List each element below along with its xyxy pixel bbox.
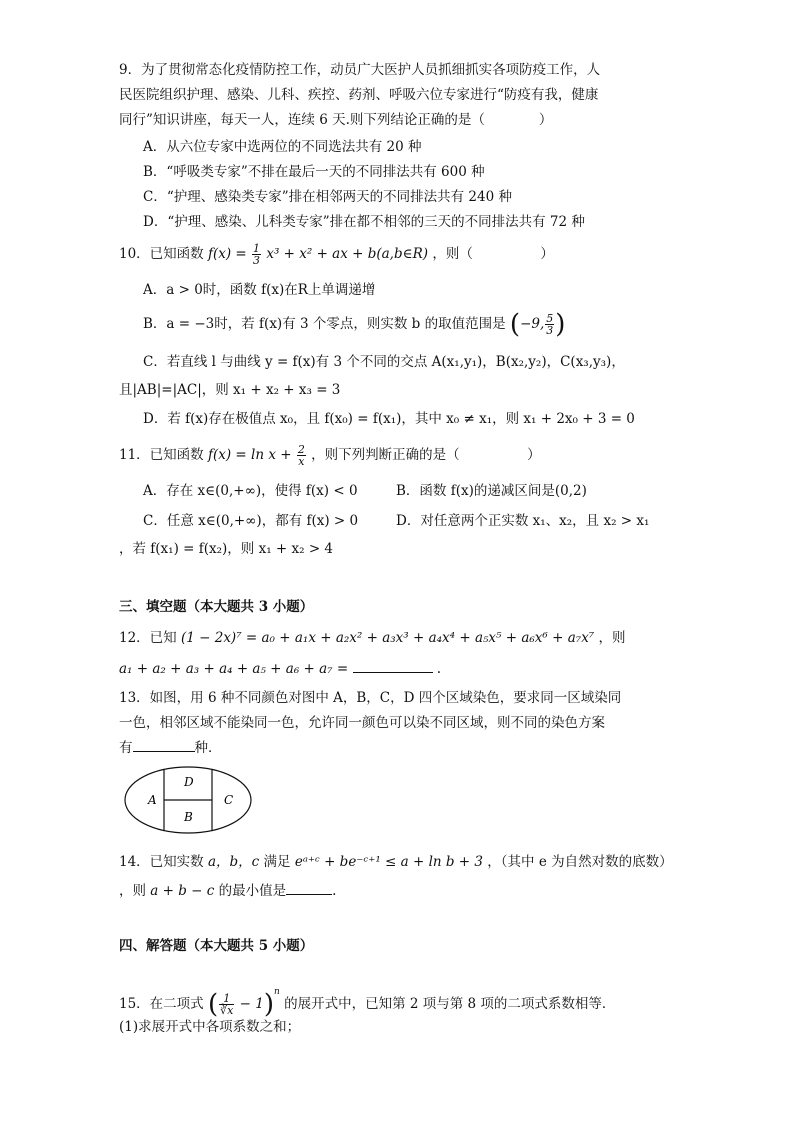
q11-stem	[119, 444, 541, 467]
interval-open-paren: (	[509, 309, 521, 340]
q10-suffix: ，则（ ）	[432, 246, 554, 262]
region-a-label: A	[148, 793, 157, 807]
q11-suffix: ，则下列判断正确的是（ ）	[311, 447, 541, 463]
q10-func: f(x) =	[207, 246, 252, 262]
region-b-label: B	[184, 810, 193, 824]
section-3-heading: 三、填空题（本大题共 3 小题）	[119, 599, 314, 615]
q10-option-b-text: B．a = −3时，若 f(x)有 3 个零点，则实数 b 的取值范围是	[143, 316, 506, 332]
q12-sum: a₁ + a₂ + a₃ + a₄ + a₅ + a₆ + a₇ =	[119, 661, 349, 677]
q14-answer-blank[interactable]	[286, 880, 332, 895]
q11-option-d-line2: ，若 f(x₁) = f(x₂)，则 x₁ + x₂ > 4	[119, 541, 334, 557]
q13-line1: 13．如图，用 6 种不同颜色对图中 A，B，C，D 四个区域染色，要求同一区域染同	[119, 690, 622, 706]
q10-func-rest: x³ + x² + ax + b(a,b∈R)	[266, 246, 429, 262]
q11-fraction	[297, 444, 306, 467]
section-4-heading: 四、解答题（本大题共 5 小题）	[119, 938, 314, 954]
q12-end: .	[436, 661, 442, 677]
q10-frac-den: 3	[253, 254, 261, 267]
q9-option-b: B．“呼吸类专家”不排在最后一天的不同排法共有 600 种	[143, 164, 485, 180]
q14-mid: 满足	[263, 854, 291, 870]
interval-left: −9,	[520, 316, 545, 332]
q9-option-a: A．从六位专家中选两位的不同选法共有 20 种	[143, 139, 422, 155]
q10-frac-num: 1	[253, 242, 261, 255]
region-diagram	[124, 766, 252, 834]
q14-target: a + b − c	[150, 883, 215, 899]
q10-option-d: D．若 f(x)存在极值点 x₀，且 f(x₀) = f(x₁)，其中 x₀ ≠ x₁，则 x₁ + 2x₀ + 3 = 0	[143, 411, 635, 427]
interval-close-paren: )	[555, 309, 566, 340]
q15-close-paren: )	[263, 989, 274, 1020]
q15-part1: (1)求展开式中各项系数之和；	[119, 1019, 301, 1035]
q11-option-a: A．存在 x∈(0,+∞)，使得 f(x) < 0	[143, 483, 358, 499]
q11-option-c: C．任意 x∈(0,+∞)，都有 f(x) > 0	[143, 513, 359, 529]
q11-frac-den: x	[298, 455, 305, 468]
q10-option-b-fraction	[545, 313, 554, 336]
q15-exponent: n	[274, 987, 280, 997]
q14-prefix: 14．已知实数	[119, 854, 204, 870]
q13-line3-pre: 有	[119, 740, 133, 756]
q10-option-c-line1: C．若直线 l 与曲线 y = f(x)有 3 个不同的交点 A(x₁,y₁)，B(x₂,y₂)，C(x₃,y₃)，	[143, 354, 625, 370]
region-d-label: D	[184, 775, 194, 789]
q12-expansion: (1 − 2x)⁷ = a₀ + a₁x + a₂x² + a₃x³ + a₄x⁴ + a₅x⁵ + a₆x⁶ + a₇x⁷	[180, 630, 595, 646]
q15-frac-num: 1	[219, 993, 234, 1005]
q11-func: f(x) = ln x +	[207, 447, 296, 463]
q12-suffix: ，则	[598, 630, 626, 646]
q15-stem	[119, 982, 616, 1020]
q14-suffix: ，（其中 e 为自然对数的底数）	[487, 854, 673, 870]
q10-b-frac-num: 5	[546, 312, 554, 325]
q14-line2-mid: 的最小值是	[218, 883, 287, 899]
q9-line1: 9．为了贯彻常态化疫情防控工作，动员广大医护人员抓细抓实各项防疫工作，人	[119, 62, 601, 78]
q11-option-d-line1: D．对任意两个正实数 x₁、x₂，且 x₂ > x₁	[396, 513, 650, 529]
q14-line2-pre: ，则	[119, 883, 146, 899]
q10-b-frac-den: 3	[546, 324, 554, 337]
q9-option-c: C．“护理、感染类专家”排在相邻两天的不同排法共有 240 种	[143, 189, 512, 205]
q10-option-a: A．a > 0时，函数 f(x)在R上单调递增	[143, 282, 376, 298]
q13-line2: 一色，相邻区域不能染同一色，允许同一颜色可以染不同区域，则不同的染色方案	[119, 715, 605, 731]
q14-line1	[119, 852, 673, 872]
q9-line2: 民医院组织护理、感染、儿科、疾控、药剂、呼吸六位专家进行“防疫有我，健康	[119, 87, 599, 103]
q11-frac-num: 2	[297, 443, 305, 456]
q11-option-b: B．函数 f(x)的递减区间是(0,2)	[396, 483, 587, 499]
q14-line2-end: .	[332, 883, 337, 899]
q9-line3: 同行”知识讲座，每天一人，连续 6 天.则下列结论正确的是（ ）	[119, 112, 553, 128]
q12-line1	[119, 628, 626, 648]
q13-line3-suf: 种．	[194, 740, 222, 756]
region-c-label: C	[224, 793, 234, 807]
q12-prefix: 12．已知	[119, 630, 177, 646]
q15-frac-den: ∛x	[220, 1004, 234, 1017]
q15-fraction	[219, 993, 234, 1016]
q12-answer-blank[interactable]	[353, 658, 433, 673]
q14-vars: a，b，c	[207, 854, 260, 870]
q15-prefix: 15．在二项式	[119, 996, 204, 1012]
q10-option-b	[143, 309, 566, 340]
q10-prefix: 10．已知函数	[119, 246, 204, 262]
q11-prefix: 11．已知函数	[119, 447, 204, 463]
q13-answer-blank[interactable]	[133, 737, 195, 752]
q10-option-c-line2: 且|AB|=|AC|，则 x₁ + x₂ + x₃ = 3	[119, 382, 341, 398]
q14-inequality: eᵃ⁺ᶜ + be⁻ᶜ⁺¹ ≤ a + ln b + 3	[294, 854, 483, 870]
q10-stem	[119, 243, 554, 266]
q15-suffix: 的展开式中，已知第 2 项与第 8 项的二项式系数相等．	[284, 996, 616, 1012]
q12-line2	[119, 658, 441, 679]
q13-line3	[119, 737, 222, 758]
q15-open-paren: (	[207, 989, 219, 1020]
q15-minus-one: − 1	[235, 996, 264, 1012]
q10-fraction	[252, 243, 261, 266]
q14-line2	[119, 880, 336, 901]
q9-option-d: D．“护理、感染、儿科类专家”排在都不相邻的三天的不同排法共有 72 种	[143, 214, 585, 230]
